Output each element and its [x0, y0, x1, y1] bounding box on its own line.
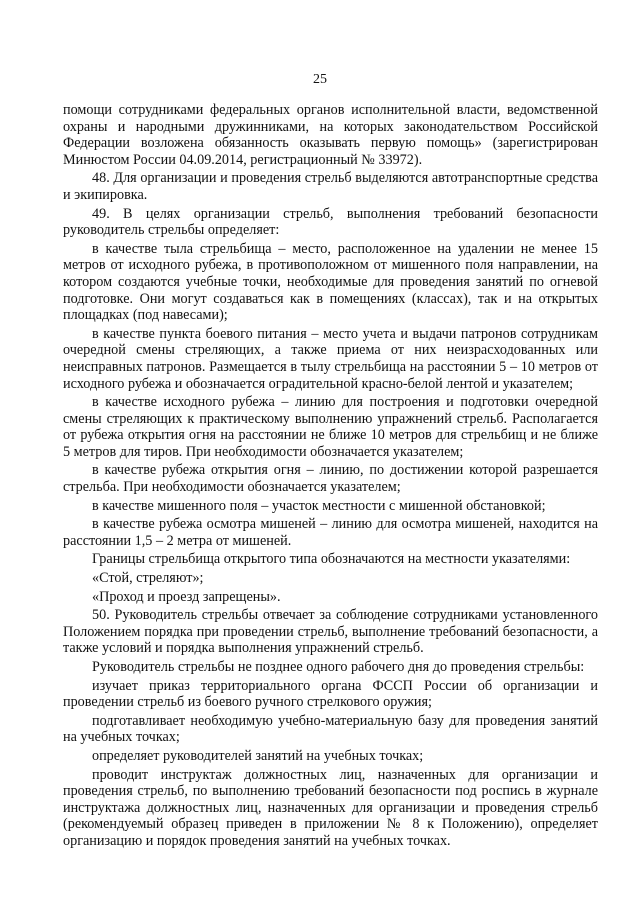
- paragraph: в качестве рубежа осмотра мишеней – линию для осмотра мишеней, находится на расстоянии 1,5 – 2 метра от мишеней.: [63, 516, 598, 549]
- paragraph: помощи сотрудниками федеральных органов исполнительной власти, ведомственной охраны и народными дружинниками, на которых законодательством Российской Федерации возложена обязанность оказывать первую помощь» (зарегистрирован Минюстом России 04.09.2014, регистрационный № 33972).: [63, 102, 598, 168]
- paragraph: проводит инструктаж должностных лиц, назначенных для организации и проведения стрельб, по выполнению требований безопасности под роспись в журнале инструктажа должностных лиц, назначенных для организации и проведения стрельб (рекомендуемый образец приведен в приложении № 8 к Положению), определяет организацию и порядок проведения занятий на учебных точках.: [63, 766, 598, 849]
- document-body: [63, 102, 598, 850]
- paragraph: в качестве исходного рубежа – линию для построения и подготовки очередной смены стреляющих к практическому выполнению упражнений стрельб. Располагается от рубежа открытия огня на расстоянии не ближе 10 метров для стрельбищ и не ближе 5 метров для тиров. При необходимости обозначается указателем;: [63, 394, 598, 460]
- paragraph: 48. Для организации и проведения стрельб выделяются автотранспортные средства и экипировка.: [63, 170, 598, 203]
- page-number: 25: [313, 72, 327, 87]
- paragraph: изучает приказ территориального органа ФССП России об организации и проведении стрельб из боевого ручного стрелкового оружия;: [63, 677, 598, 711]
- paragraph: в качестве рубежа открытия огня – линию, по достижении которой разрешается стрельба. При необходимости обозначается указателем;: [63, 462, 598, 496]
- paragraph: Руководитель стрельбы не позднее одного рабочего дня до проведения стрельбы:: [92, 659, 585, 675]
- paragraph: в качестве пункта боевого питания – место учета и выдачи патронов сотрудникам очередной смены стреляющих, а также приема от них неизрасходованных или неисправных патронов. Размещается в тылу стрельбища на расстоянии 5 – 10 метров от исходного рубежа и обозначается оградительной красно-белой лентой и указателем;: [63, 325, 598, 392]
- paragraph: «Проход и проезд запрещены».: [92, 588, 281, 605]
- paragraph: подготавливает необходимую учебно-материальную базу для проведения занятий на учебных точках;: [63, 712, 598, 746]
- paragraph: в качестве тыла стрельбища – место, расположенное на удалении не менее 15 метров от исходного рубежа, в противоположном от мишенного поля направлении, на котором создаются учебные точки, необходимые для проведения занятий по огневой подготовке. Они могут создаваться как в помещениях (классах), так и на открытых площадках (под навесами);: [63, 240, 598, 324]
- paragraph: Границы стрельбища открытого типа обозначаются на местности указателями:: [92, 551, 571, 568]
- paragraph: определяет руководителей занятий на учебных точках;: [92, 747, 424, 764]
- paragraph: в качестве мишенного поля – участок местности с мишенной обстановкой;: [92, 497, 546, 514]
- paragraph: 49. В целях организации стрельб, выполнения требований безопасности руководитель стрельбы определяет:: [63, 205, 598, 239]
- paragraph: «Стой, стреляют»;: [92, 570, 204, 587]
- paragraph: 50. Руководитель стрельбы отвечает за соблюдение сотрудниками установленного Положением порядка при проведении стрельб, выполнение требований безопасности, а также условий и порядка выполнения упражнений стрельб.: [63, 607, 598, 657]
